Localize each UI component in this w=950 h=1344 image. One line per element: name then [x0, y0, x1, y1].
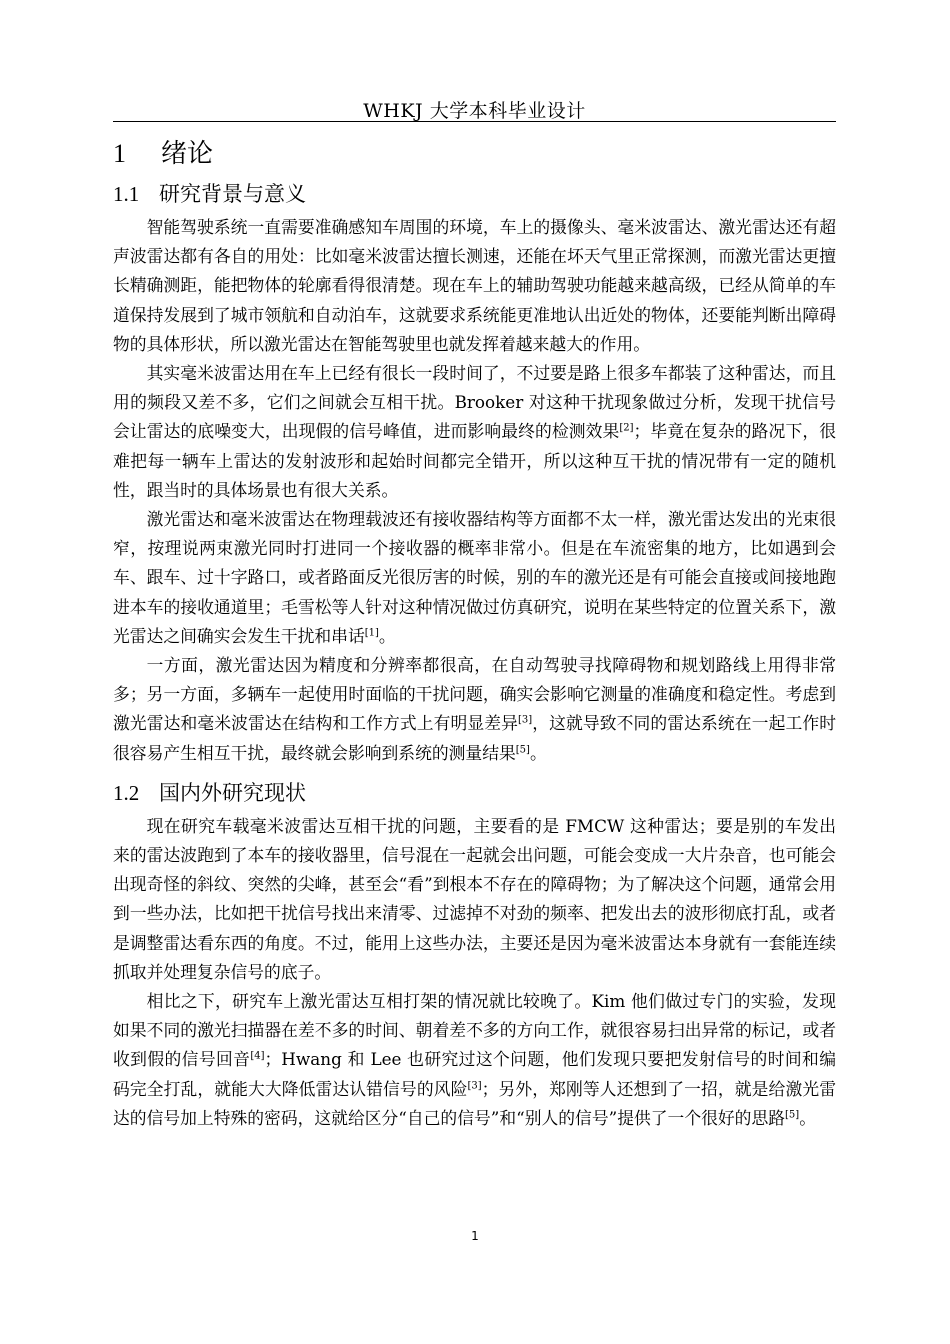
paragraph: [113, 505, 836, 651]
section-title: 研究背景与意义: [159, 182, 306, 206]
paragraph: [113, 812, 836, 987]
paragraph-text: 智能驾驶系统一直需要准确感知车周围的环境，车上的摄像头、毫米波雷达、激光雷达还有超声波雷达都有各自的用处：比如毫米波雷达擅长测速，还能在坏天气里正常探测，而激光雷达更擅长精确测距，能把物体的轮廓看得很清楚。现在车上的辅助驾驶功能越来越高级，已经从简单的车道保持发展到了城市领航和自动泊车，这就要求系统能更准地认出近处的物体，还要能判断出障碍物的具体形状，所以激光雷达在智能驾驶里也就发挥着越来越大的作用。: [113, 217, 836, 354]
citation: [2]: [619, 422, 634, 434]
page-number: 1: [471, 1229, 479, 1243]
citation: [5]: [515, 744, 530, 756]
paragraph: [113, 213, 836, 359]
header-divider: [113, 121, 836, 122]
chapter-title: 绪论: [161, 139, 214, 169]
chapter-heading: [113, 133, 836, 175]
section-number: 1.2: [113, 780, 140, 805]
paragraph-text: 。: [529, 742, 547, 763]
paragraph-text: ；Hwang 和 Lee 也研究过这个问题，他们发现只要把发射信号的时间和编码完全打乱，就能大大降低雷达认错信号的风险: [113, 1049, 836, 1099]
paragraph-text: ，这就导致不同的雷达系统在一起工作时很容易产生相互干扰，最终就会影响到系统的测量结果: [113, 713, 836, 763]
paragraph-text: 现在研究车载毫米波雷达互相干扰的问题，主要看的是 FMCW 这种雷达；要是别的车发出来的雷达波跑到了本车的接收器里，信号混在一起就会出问题，可能会变成一大片杂音，也可能会出现奇怪的斜纹、突然的尖峰，甚至会“看”到根本不存在的障碍物；为了解决这个问题，通常会用到一些办法，比如把干扰信号找出来清零、过滤掉不对劲的频率、把发出去的波形彻底打乱，或者是调整雷达看东西的角度。不过，能用上这些办法，主要还是因为毫米波雷达本身就有一套能连续抓取并处理复杂信号的底子。: [113, 815, 836, 982]
chapter-number: 1: [113, 139, 126, 168]
page-body: [113, 133, 836, 1133]
paragraph: [113, 359, 836, 505]
paragraph-text: 相比之下，研究车上激光雷达互相打架的情况就比较晚了。Kim 他们做过专门的实验，发现如果不同的激光扫描器在差不多的时间、朝着差不多的方向工作，就很容易扫出异常的标记，或者收到假的信号回音: [113, 991, 836, 1070]
citation: [3]: [467, 1080, 482, 1092]
citation: [3]: [518, 714, 533, 726]
section-heading-1-1: [113, 175, 836, 213]
citation: [4]: [250, 1050, 265, 1062]
paragraph-text: 。: [378, 625, 396, 646]
page-header-title: WHKJ 大学本科毕业设计: [363, 100, 586, 122]
section-heading-1-2: [113, 774, 836, 812]
paragraph-text: 。: [799, 1107, 816, 1128]
paragraph-text: ；毕竟在复杂的路况下，很难把每一辆车上雷达的发射波形和起始时间都完全错开，所以这种互干扰的情况带有一定的随机性，跟当时的具体场景也有很大关系。: [113, 421, 836, 500]
paragraph: [113, 987, 836, 1133]
paragraph-text: 激光雷达和毫米波雷达在物理载波还有接收器结构等方面都不太一样，激光雷达发出的光束很窄，按理说两束激光同时打进同一个接收器的概率非常小。但是在车流密集的地方，比如遇到会车、跟车、过十字路口，或者路面反光很厉害的时候，别的车的激光还是有可能会直接或间接地跑进本车的接收通道里；毛雪松等人针对这种情况做过仿真研究，说明在某些特定的位置关系下，激光雷达之间确实会发生干扰和串话: [113, 509, 836, 646]
paragraph-text: 其实毫米波雷达用在车上已经有很长一段时间了，不过要是路上很多车都装了这种雷达，而且用的频段又差不多，它们之间就会互相干扰。Brooker 对这种干扰现象做过分析，发现干扰信号会让雷达的底噪变大，出现假的信号峰值，进而影响最终的检测效果: [113, 363, 836, 442]
section-title: 国内外研究现状: [159, 780, 306, 805]
citation: [5]: [785, 1109, 800, 1121]
paragraph: [113, 651, 836, 768]
section-number: 1.1: [113, 182, 140, 206]
paragraph-text: 一方面，激光雷达因为精度和分辨率都很高，在自动驾驶寻找障碍物和规划路线上用得非常多；另一方面，多辆车一起使用时面临的干扰问题，确实会影响它测量的准确度和稳定性。考虑到激光雷达和毫米波雷达在结构和工作方式上有明显差异: [113, 655, 836, 734]
citation: [1]: [364, 627, 379, 639]
paragraph-text: ；另外，郑刚等人还想到了一招，就是给激光雷达的信号加上特殊的密码，这就给区分“自己的信号”和“别人的信号”提供了一个很好的思路: [113, 1078, 836, 1128]
